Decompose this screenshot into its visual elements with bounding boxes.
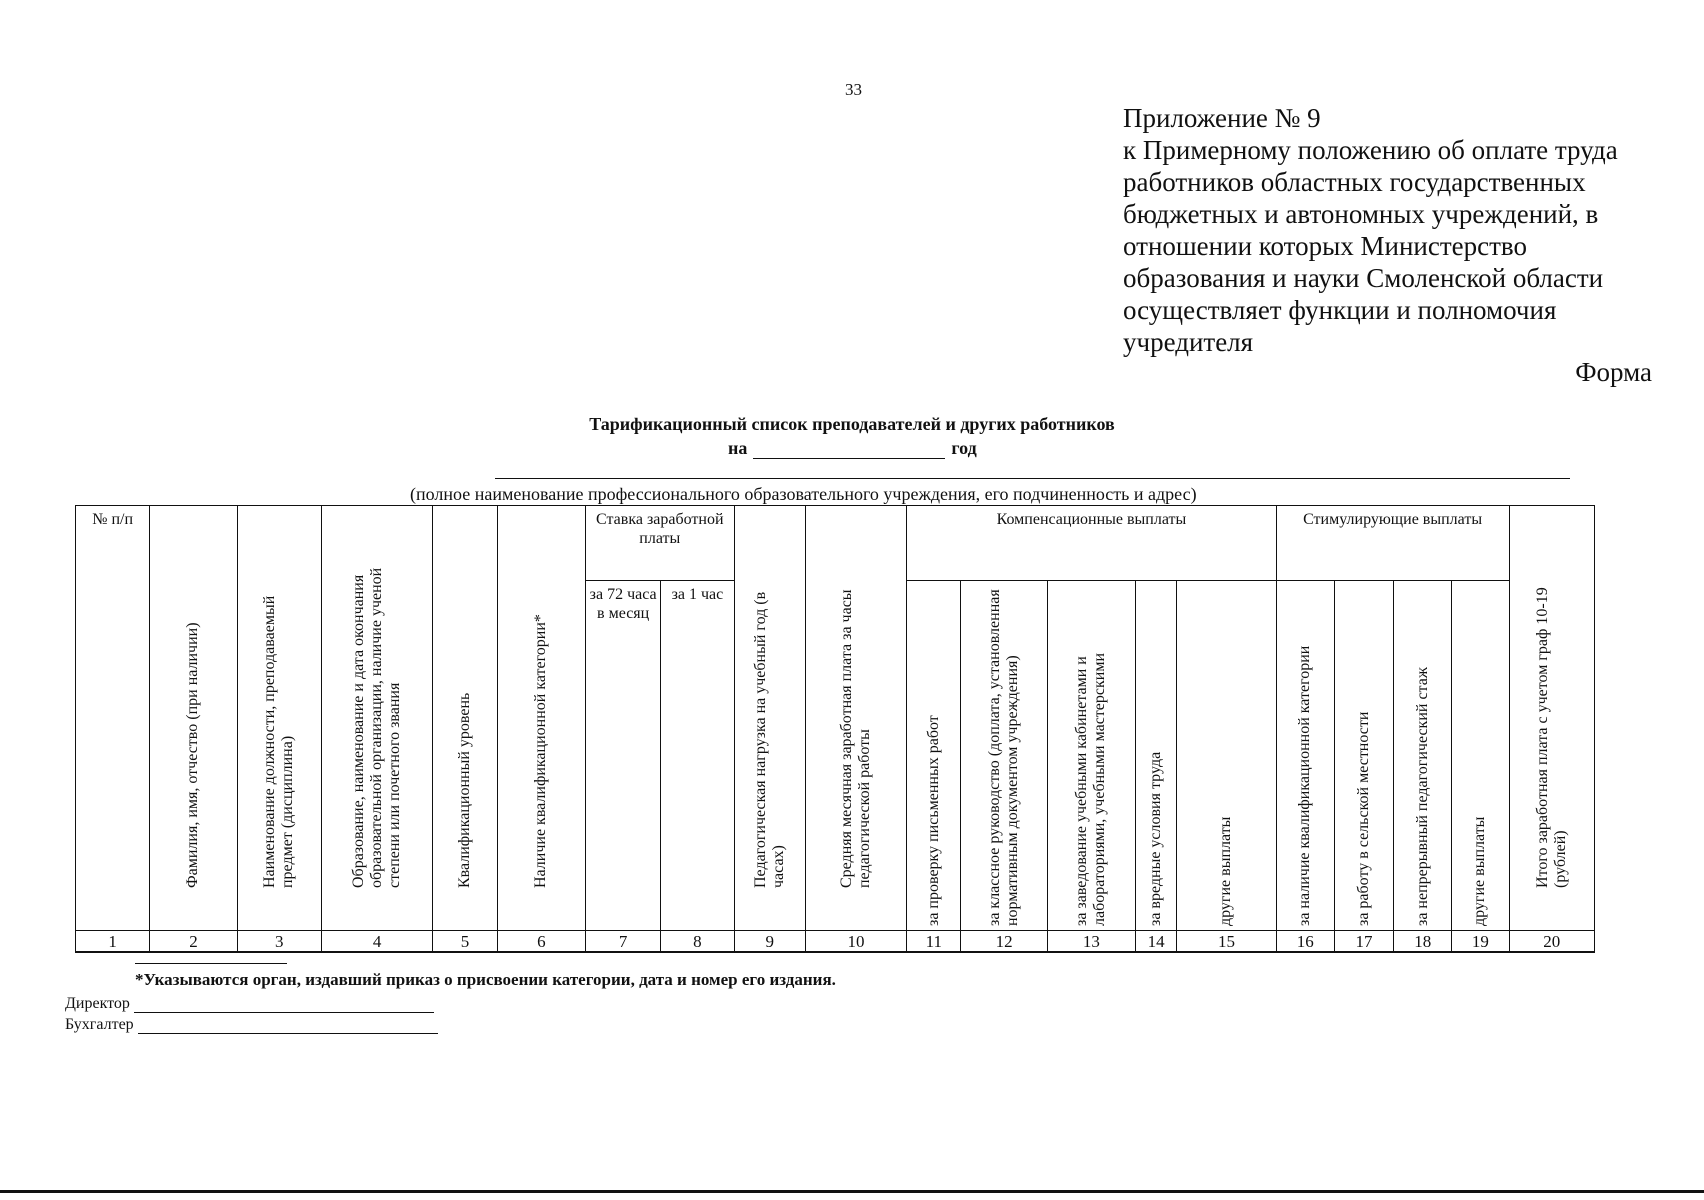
compensation-group-header: Компенсационные выплаты bbox=[907, 506, 1276, 581]
col-header-13-text: за заведование учебными кабинетами и лабораториями, учебными мастерскими bbox=[1073, 652, 1109, 926]
col-header-4-text: Образование, наименование и дата окончания образовательной организации, наличие ученой степени или почетного звания bbox=[350, 567, 404, 888]
column-number: 3 bbox=[237, 931, 321, 953]
column-number: 10 bbox=[805, 931, 906, 953]
rate-group-header: Ставка заработной платы bbox=[585, 506, 734, 581]
column-number: 9 bbox=[734, 931, 805, 953]
column-number: 16 bbox=[1276, 931, 1334, 953]
column-number: 1 bbox=[76, 931, 150, 953]
column-number: 20 bbox=[1509, 931, 1594, 953]
appendix-line: Приложение № 9 bbox=[1123, 103, 1321, 133]
col-header-10 bbox=[805, 506, 906, 931]
year-prefix: на bbox=[728, 438, 748, 458]
col-header-15-text: другие выплаты bbox=[1217, 816, 1235, 926]
col-header-11 bbox=[907, 581, 961, 931]
column-number: 8 bbox=[661, 931, 734, 953]
stimulating-group-header: Стимулирующие выплаты bbox=[1276, 506, 1509, 581]
col-header-14-text: за вредные условия труда bbox=[1147, 751, 1165, 926]
col-header-12-text: за классное руководство (доплата, установленная нормативным документом учреждения) bbox=[986, 588, 1022, 926]
col-header-9 bbox=[734, 506, 805, 931]
col-header-10-text: Средняя месячная заработная плата за часы педагогической работы bbox=[838, 589, 874, 888]
col-header-16 bbox=[1276, 581, 1334, 931]
col-header-17 bbox=[1334, 581, 1393, 931]
footnote-rule bbox=[135, 963, 287, 964]
accountant-signature-line bbox=[65, 1016, 438, 1034]
director-signature-line bbox=[65, 995, 434, 1013]
col-header-20 bbox=[1509, 506, 1594, 931]
column-number: 4 bbox=[321, 931, 432, 953]
col-header-9-text: Педагогическая нагрузка на учебный год (в часах) bbox=[751, 591, 787, 888]
col-header-19 bbox=[1452, 581, 1509, 931]
col-header-2 bbox=[150, 506, 237, 931]
accountant-blank bbox=[138, 1019, 438, 1034]
column-number: 11 bbox=[907, 931, 961, 953]
column-number: 14 bbox=[1136, 931, 1177, 953]
column-number: 15 bbox=[1177, 931, 1276, 953]
footnote: *Указываются орган, издавший приказ о присвоении категории, дата и номер его издания. bbox=[135, 970, 836, 989]
page-number: 33 bbox=[845, 80, 862, 99]
accountant-label: Бухгалтер bbox=[65, 1016, 134, 1033]
column-number: 5 bbox=[433, 931, 497, 953]
col-header-11-text: за проверку письменных работ bbox=[924, 714, 942, 926]
column-number: 7 bbox=[585, 931, 660, 953]
col-header-13 bbox=[1047, 581, 1135, 931]
year-suffix: год bbox=[951, 438, 977, 458]
column-number: 17 bbox=[1334, 931, 1393, 953]
col-header-5 bbox=[433, 506, 497, 931]
document-title: Тарификационный список преподавателей и других работников bbox=[589, 414, 1115, 434]
col-header-5-text: Квалификационный уровень bbox=[456, 692, 474, 888]
institution-caption: (полное наименование профессионального образовательного учреждения, его подчиненность и адрес) bbox=[410, 484, 1197, 504]
col-header-19-text: другие выплаты bbox=[1471, 816, 1489, 926]
col-header-3 bbox=[237, 506, 321, 931]
column-number-row bbox=[76, 931, 1595, 953]
form-label: Форма bbox=[1575, 357, 1652, 387]
year-line bbox=[728, 438, 977, 459]
col-header-2-text: Фамилия, имя, отчество (при наличии) bbox=[184, 622, 202, 888]
col-header-15 bbox=[1177, 581, 1276, 931]
col-header-6 bbox=[497, 506, 585, 931]
page-bottom-rule bbox=[0, 1190, 1704, 1193]
institution-rule bbox=[495, 478, 1570, 479]
col-header-12 bbox=[961, 581, 1047, 931]
col-header-6-text: Наличие квалификационной категории* bbox=[532, 614, 550, 888]
appendix-header bbox=[1123, 102, 1683, 358]
col-header-14 bbox=[1136, 581, 1177, 931]
col-header-18-text: за непрерывный педагогический стаж bbox=[1413, 666, 1431, 926]
appendix-line: учредителя bbox=[1123, 327, 1254, 357]
appendix-line: к Примерному положению об оплате труда bbox=[1123, 135, 1618, 165]
tarification-table bbox=[75, 505, 1595, 953]
col-header-7: за 72 часа в месяц bbox=[585, 581, 660, 931]
col-header-16-text: за наличие квалификационной категории bbox=[1296, 645, 1314, 926]
appendix-line: бюджетных и автономных учреждений, в bbox=[1123, 199, 1599, 229]
appendix-line: образования и науки Смоленской области bbox=[1123, 263, 1604, 293]
column-number: 12 bbox=[961, 931, 1047, 953]
appendix-line: осуществляет функции и полномочия bbox=[1123, 295, 1557, 325]
director-label: Директор bbox=[65, 995, 130, 1012]
column-number: 19 bbox=[1452, 931, 1509, 953]
column-number: 2 bbox=[150, 931, 237, 953]
column-number: 6 bbox=[497, 931, 585, 953]
col-header-20-text: Итого заработная плата с учетом граф 10-19 (рублей) bbox=[1533, 587, 1569, 888]
appendix-line: отношении которых Министерство bbox=[1123, 231, 1527, 261]
col-header-3-text: Наименование должности, преподаваемый предмет (дисциплина) bbox=[261, 595, 297, 888]
col-header-1: № п/п bbox=[76, 506, 150, 931]
col-header-4 bbox=[321, 506, 432, 931]
col-header-8: за 1 час bbox=[661, 581, 734, 931]
column-number: 13 bbox=[1047, 931, 1135, 953]
col-header-18 bbox=[1394, 581, 1452, 931]
column-number: 18 bbox=[1394, 931, 1452, 953]
appendix-line: работников областных государственных bbox=[1123, 167, 1586, 197]
year-blank bbox=[753, 441, 945, 459]
director-blank bbox=[134, 998, 434, 1013]
col-header-17-text: за работу в сельской местности bbox=[1354, 711, 1372, 926]
